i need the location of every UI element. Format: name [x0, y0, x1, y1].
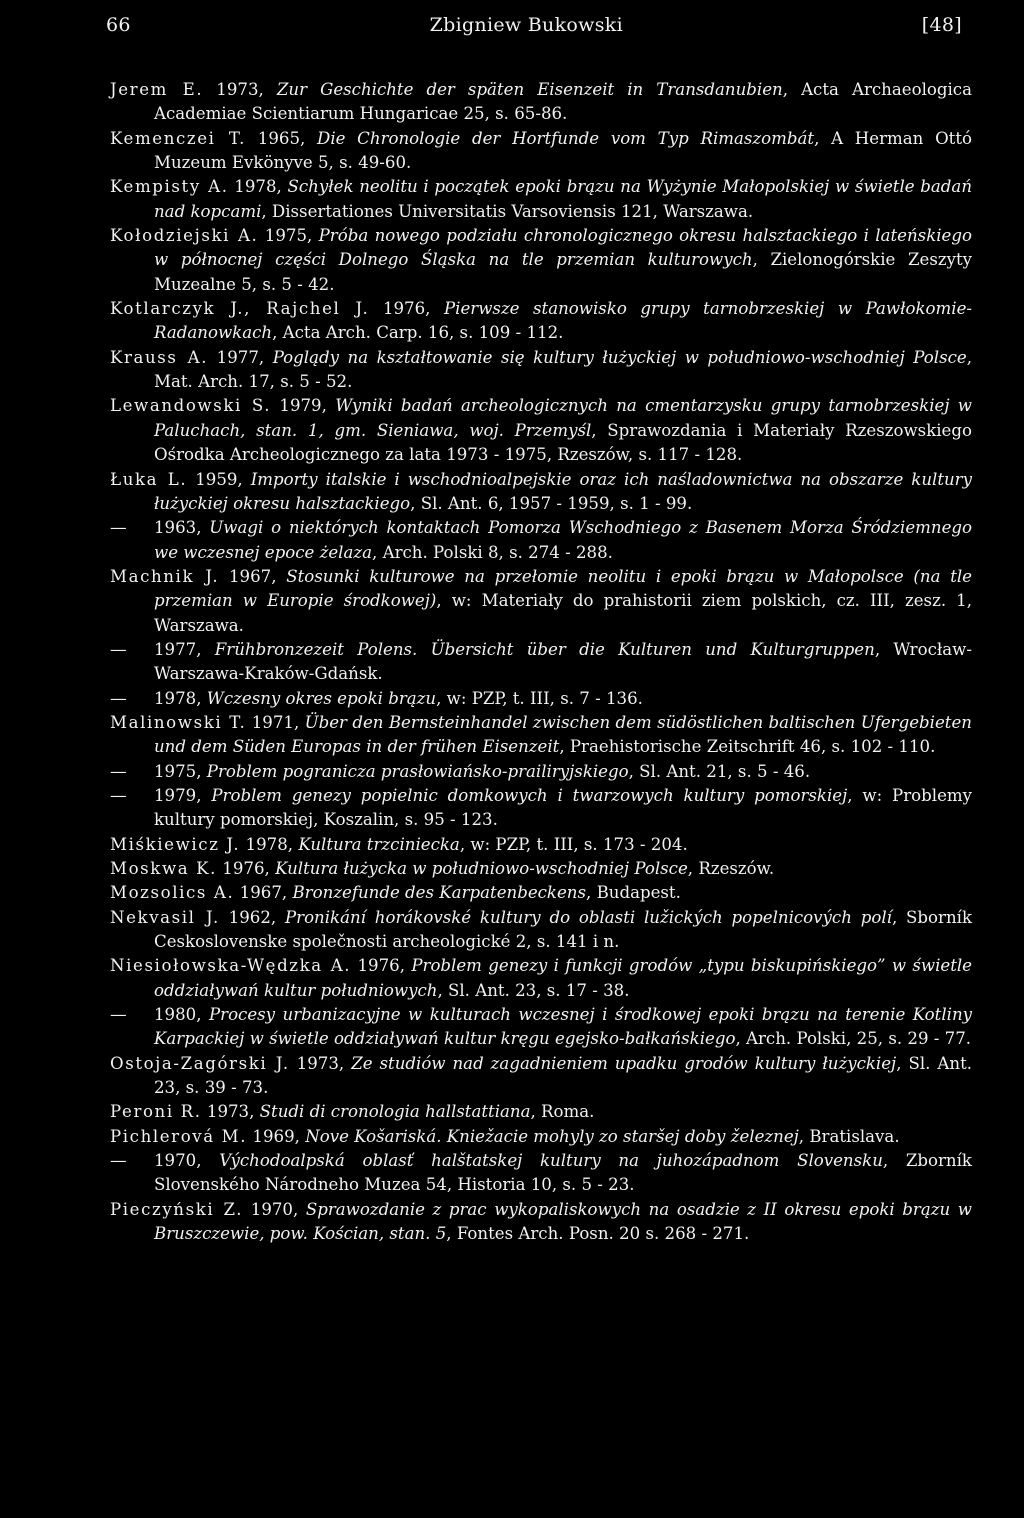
- entry-title: Problem pogranicza prasłowiańsko-prailiryjskiego: [206, 761, 629, 781]
- entry-title: Stosunki kulturowe na przełomie neolitu i epoki brązu w Małopolsce (na tle przemian w Europie środkowej): [154, 566, 973, 611]
- entry-publication: , Sl. Ant. 23, s. 17 - 38.: [437, 980, 630, 1000]
- entry-publication: , Praehistorische Zeitschrift 46, s. 102 - 110.: [559, 737, 936, 757]
- entry-year: 1977,: [154, 639, 215, 659]
- entry-publication: , Bratislava.: [798, 1126, 900, 1146]
- entry-publication: , Sl. Ant. 6, 1957 - 1959, s. 1 - 99.: [410, 493, 693, 513]
- entry-year: 1979,: [271, 396, 336, 416]
- entry-publication: , Arch. Polski 8, s. 274 - 288.: [372, 542, 613, 562]
- entry-author: Moskwa K.: [110, 859, 217, 878]
- repeat-author-dash: —: [110, 761, 127, 781]
- bibliography-list: [110, 78, 972, 1247]
- entry-year: 1975,: [258, 226, 319, 246]
- entry-author: Peroni R.: [110, 1102, 202, 1122]
- bibliography-entry: [110, 78, 972, 127]
- repeat-author-dash: —: [110, 518, 127, 538]
- entry-year: 1962,: [219, 907, 285, 927]
- entry-title: Die Chronologie der Hortfunde vom Typ Rimaszombát: [317, 128, 815, 148]
- bibliography-entry: [110, 711, 972, 760]
- bibliography-entry: [110, 127, 972, 176]
- entry-publication: , Sl. Ant. 21, s. 5 - 46.: [628, 761, 811, 781]
- entry-author: Miśkiewicz J.: [110, 834, 241, 854]
- entry-year: 1965,: [246, 128, 318, 148]
- entry-title: Poglądy na kształtowanie się kultury łużyckiej w południowo-wschodniej Polsce: [272, 347, 967, 367]
- entry-title: Próba nowego podziału chronologicznego okresu halsztackiego i lateńskiego w północnej części Dolnego Śląska na tle przemian kulturowych: [154, 226, 972, 270]
- bibliography-entry: [110, 687, 972, 711]
- entry-title: Studi di cronologia hallstattiana: [259, 1102, 531, 1122]
- bibliography-entry: [110, 906, 972, 955]
- entry-publication: , Dissertationes Universitatis Varsoviensis 121, Warszawa.: [261, 201, 754, 221]
- bibliography-entry: [110, 346, 972, 395]
- bibliography-entry: [110, 224, 972, 297]
- bibliography-entry: [110, 1149, 972, 1198]
- entry-publication: , Zborník Slovenského Národneho Muzea 54, Historia 10, s. 5 - 23.: [154, 1151, 972, 1195]
- entry-year: 1969,: [247, 1126, 306, 1146]
- page-number: 66: [106, 14, 131, 36]
- entry-year: 1963,: [154, 518, 210, 538]
- entry-publication: , Acta Archaeologica Academiae Scientiarum Hungaricae 25, s. 65-86.: [154, 80, 972, 124]
- entry-title: Problem genezy i funkcji grodów „typu biskupińskiego” w świetle oddziaływań kultur południowych: [154, 956, 972, 1000]
- entry-publication: , Wrocław-Warszawa-Kraków-Gdańsk.: [154, 639, 972, 684]
- bibliography-entry: [110, 638, 972, 687]
- entry-author: Lewandowski S.: [110, 396, 272, 416]
- entry-publication: , Rzeszów.: [687, 859, 775, 878]
- entry-title: Zur Geschichte der späten Eisenzeit in Transdanubien: [276, 80, 783, 99]
- section-number: [48]: [921, 14, 962, 36]
- entry-author: Kemenczei T.: [110, 128, 247, 148]
- entry-author: Pieczyński Z.: [110, 1199, 244, 1219]
- entry-year: 1979,: [154, 785, 212, 805]
- bibliography-entry: [110, 857, 972, 881]
- entry-title: Pronikání horákovské kultury do oblasti lužických popelnicových polí: [284, 907, 892, 927]
- entry-year: 1973,: [201, 1102, 260, 1122]
- entry-year: 1976,: [351, 956, 412, 976]
- bibliography-entry: [110, 1052, 972, 1101]
- entry-year: 1971,: [246, 712, 305, 732]
- repeat-author-dash: —: [110, 688, 127, 708]
- entry-title: Wyniki badań archeologicznych na cmentarzysku grupy tarnobrzeskiej w Paluchach, stan. 1, gm. Sieniawa, woj. Przemyśl: [154, 396, 972, 440]
- entry-title: Ze studiów nad zagadnieniem upadku grodów kultury łużyckiej: [351, 1053, 897, 1073]
- entry-publication: , A Herman Ottó Muzeum Evkönyve 5, s. 49-60.: [154, 128, 973, 173]
- entry-title: Kultura trzciniecka: [298, 834, 460, 854]
- bibliography-entry: [110, 1100, 972, 1124]
- entry-author: Łuka L.: [110, 469, 188, 489]
- entry-author: Kołodziejski A.: [110, 226, 259, 246]
- entry-year: 1980,: [154, 1005, 209, 1025]
- entry-title: Kultura łużycka w południowo-wschodniej Polsce: [275, 859, 688, 878]
- entry-title: Uwagi o niektórych kontaktach Pomorza Wschodniego z Basenem Morza Śródziemnego we wczesnej epoce żelaza: [154, 518, 973, 562]
- repeat-author-dash: —: [110, 639, 127, 659]
- entry-year: 1975,: [154, 761, 207, 781]
- entry-title: Wczesny okres epoki brązu: [206, 688, 437, 708]
- entry-title: Procesy urbanizacyjne w kulturach wczesnej i środkowej epoki brązu na terenie Kotliny Karpackiej w świetle oddziaływań kultur kręgu egejsko-bałkańskiego: [154, 1005, 973, 1049]
- bibliography-entry: [110, 565, 972, 638]
- bibliography-entry: [110, 881, 972, 905]
- entry-author: Ostoja-Zagórski J.: [110, 1053, 290, 1073]
- entry-title: Über den Bernsteinhandel zwischen dem südöstlichen baltischen Ufergebieten und dem Süden Europas in der frühen Eisenzeit: [154, 712, 972, 757]
- bibliography-entry: [110, 760, 972, 784]
- entry-year: 1970,: [154, 1151, 220, 1171]
- entry-year: 1967,: [219, 566, 287, 586]
- entry-author: Mozsolics A.: [110, 883, 235, 903]
- entry-year: 1976,: [369, 299, 444, 319]
- entry-publication: , Sprawozdania i Materiały Rzeszowskiego Ośrodka Archeologicznego za lata 1973 - 1975, Rzeszów, s. 117 - 128.: [154, 420, 972, 465]
- entry-title: Sprawozdanie z prac wykopaliskowych na osadzie z II okresu epoki brązu w Bruszczewie, pow. Kościan, stan. 5: [154, 1199, 972, 1244]
- entry-author: Kotlarczyk J., Rajchel J.: [110, 299, 370, 319]
- entry-year: 1978,: [228, 177, 288, 197]
- entry-publication: , Zielonogórskie Zeszyty Muzealne 5, s. 5 - 42.: [154, 250, 972, 294]
- entry-year: 1978,: [240, 834, 299, 854]
- running-author: Zbigniew Bukowski: [429, 14, 623, 36]
- entry-author: Pichlerová M.: [110, 1126, 248, 1146]
- bibliography-entry: [110, 1003, 972, 1052]
- entry-author: Niesiołowska-Wędzka A.: [110, 956, 352, 976]
- entry-publication: , Acta Arch. Carp. 16, s. 109 - 112.: [272, 323, 564, 343]
- entry-title: Bronzefunde des Karpatenbeckens: [292, 883, 587, 903]
- entry-publication: , Budapest.: [586, 883, 681, 903]
- entry-publication: , Sborník Ceskoslovenske společnosti archeologické 2, s. 141 i n.: [154, 907, 972, 952]
- entry-year: 1976,: [217, 859, 276, 878]
- bibliography-entry: [110, 954, 972, 1003]
- entry-year: 1959,: [187, 469, 251, 489]
- entry-title: Schyłek neolitu i początek epoki brązu na Wyżynie Małopolskiej w świetle badań nad kopcami: [154, 177, 973, 221]
- entry-title: Východoalpská oblasť halštatskej kultury na juhozápadnom Slovensku: [219, 1151, 883, 1171]
- bibliography-entry: [110, 1198, 972, 1247]
- entry-publication: , w: Problemy kultury pomorskiej, Koszalin, s. 95 - 123.: [154, 785, 972, 830]
- entry-publication: , Sl. Ant. 23, s. 39 - 73.: [154, 1053, 973, 1098]
- bibliography-entry: [110, 297, 972, 346]
- entry-year: 1978,: [154, 688, 207, 708]
- entry-publication: , Mat. Arch. 17, s. 5 - 52.: [154, 347, 973, 392]
- entry-author: Kempisty A.: [110, 177, 229, 197]
- bibliography-entry: [110, 1125, 972, 1149]
- entry-author: Nekvasil J.: [110, 907, 220, 927]
- bibliography-entry: [110, 833, 972, 857]
- entry-publication: , w: PZP, t. III, s. 7 - 136.: [436, 688, 643, 708]
- entry-title: Importy italskie i wschodnioalpejskie oraz ich naśladownictwa na obszarze kultury łużyckiej okresu halsztackiego: [154, 469, 972, 513]
- repeat-author-dash: —: [110, 785, 127, 805]
- bibliography-entry: [110, 394, 972, 467]
- running-header: [106, 14, 972, 56]
- bibliography-entry: [110, 516, 972, 565]
- entry-year: 1970,: [243, 1199, 306, 1219]
- entry-publication: , Fontes Arch. Posn. 20 s. 268 - 271.: [446, 1224, 750, 1244]
- bibliography-entry: [110, 468, 972, 517]
- entry-author: Machnik J.: [110, 566, 220, 586]
- entry-title: Frühbronzezeit Polens. Übersicht über die Kulturen und Kulturgruppen: [214, 639, 875, 659]
- entry-author: Jerem E.: [110, 80, 204, 99]
- entry-publication: , Roma.: [530, 1102, 595, 1122]
- repeat-author-dash: —: [110, 1151, 127, 1171]
- entry-title: Pierwsze stanowisko grupy tarnobrzeskiej w Pawłokomie-Radanowkach: [154, 299, 972, 343]
- entry-title: Nove Košariská. Kniežacie mohyly zo staršej doby železnej: [305, 1126, 799, 1146]
- entry-author: Malinowski T.: [110, 712, 247, 732]
- bibliography-entry: [110, 784, 972, 833]
- entry-author: Krauss A.: [110, 347, 209, 367]
- entry-year: 1967,: [234, 883, 293, 903]
- bibliography-entry: [110, 175, 972, 224]
- entry-year: 1977,: [208, 347, 273, 367]
- entry-publication: , Arch. Polski, 25, s. 29 - 77.: [735, 1029, 972, 1049]
- repeat-author-dash: —: [110, 1005, 127, 1025]
- entry-year: 1973,: [289, 1053, 352, 1073]
- entry-title: Problem genezy popielnic domkowych i twarzowych kultury pomorskiej: [211, 785, 848, 805]
- entry-year: 1973,: [203, 80, 277, 99]
- entry-publication: , w: Materiały do prahistorii ziem polskich, cz. III, zesz. 1, Warszawa.: [154, 591, 972, 635]
- entry-publication: , w: PZP, t. III, s. 173 - 204.: [459, 834, 688, 854]
